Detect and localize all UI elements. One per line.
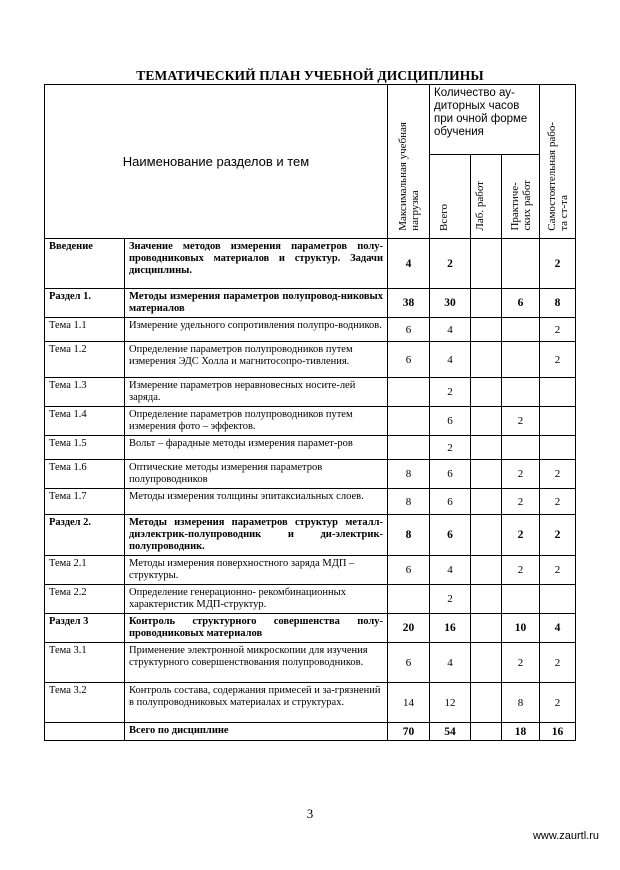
row-self-work: 8 <box>540 289 576 318</box>
row-max-load: 6 <box>388 556 430 585</box>
row-total: 6 <box>430 407 471 436</box>
row-total: 6 <box>430 515 471 556</box>
row-practical: 2 <box>502 556 540 585</box>
row-lab <box>471 239 502 289</box>
row-max-load: 8 <box>388 489 430 515</box>
row-code: Введение <box>45 239 125 289</box>
header-self-work: Самостоятельная рабо- та ст-та <box>540 85 576 239</box>
row-lab <box>471 489 502 515</box>
header-auditory-hours: Количество ау- диторных часов при очной форме обучения <box>430 85 540 155</box>
row-total: 30 <box>430 289 471 318</box>
row-lab <box>471 436 502 460</box>
table-row <box>45 460 576 489</box>
row-code: Тема 1.6 <box>45 460 125 489</box>
row-self-work <box>540 436 576 460</box>
row-practical: 2 <box>502 407 540 436</box>
row-code: Тема 2.1 <box>45 556 125 585</box>
row-self-work: 2 <box>540 239 576 289</box>
row-practical: 8 <box>502 683 540 723</box>
row-total: 4 <box>430 556 471 585</box>
row-code: Тема 2.2 <box>45 585 125 614</box>
row-self-work: 2 <box>540 460 576 489</box>
row-code: Тема 3.2 <box>45 683 125 723</box>
row-description: Методы измерения поверхностного заряда МДП – структуры. <box>125 556 388 585</box>
row-description: Методы измерения толщины эпитаксиальных слоев. <box>125 489 388 515</box>
row-total: 2 <box>430 585 471 614</box>
row-self-work: 2 <box>540 556 576 585</box>
row-total: 2 <box>430 436 471 460</box>
header-max-load: Максимальная учебная нагрузка <box>388 85 430 239</box>
row-description: Значение методов измерения параметров полу-проводниковых материалов и структур. Задачи дисциплины. <box>125 239 388 289</box>
row-description: Применение электронной микроскопии для изучения структурного совершенствования полупроводников. <box>125 643 388 683</box>
table-row <box>45 239 576 289</box>
site-url: www.zaurtl.ru <box>532 830 599 842</box>
row-description: Контроль состава, содержания примесей и за-грязнений в полупроводниковых материалах и структурах. <box>125 683 388 723</box>
row-code: Тема 1.1 <box>45 318 125 342</box>
row-practical: 2 <box>502 489 540 515</box>
row-max-load: 70 <box>388 723 430 741</box>
header-name: Наименование разделов и тем <box>45 85 388 239</box>
row-description: Определение генерационно- рекомбинационных характеристик МДП-структур. <box>125 585 388 614</box>
header-practical: Практиче- ских работ <box>502 155 540 239</box>
row-lab <box>471 614 502 643</box>
row-self-work: 2 <box>540 643 576 683</box>
row-total: 2 <box>430 378 471 407</box>
row-max-load <box>388 436 430 460</box>
row-practical: 6 <box>502 289 540 318</box>
row-self-work: 2 <box>540 515 576 556</box>
row-total: 6 <box>430 460 471 489</box>
header-total: Всего <box>430 155 471 239</box>
row-max-load: 4 <box>388 239 430 289</box>
row-description: Всего по дисциплине <box>125 723 388 741</box>
row-lab <box>471 318 502 342</box>
row-code: Тема 1.7 <box>45 489 125 515</box>
row-code: Раздел 1. <box>45 289 125 318</box>
row-total: 54 <box>430 723 471 741</box>
row-description: Методы измерения параметров структур металл- диэлектрик-полупроводник и ди-электрик-полупроводник. <box>125 515 388 556</box>
table-row <box>45 318 576 342</box>
row-total: 16 <box>430 614 471 643</box>
row-code: Тема 1.4 <box>45 407 125 436</box>
row-practical <box>502 436 540 460</box>
row-lab <box>471 585 502 614</box>
row-self-work: 4 <box>540 614 576 643</box>
row-max-load <box>388 378 430 407</box>
row-practical <box>502 342 540 378</box>
row-description: Контроль структурного совершенства полу-проводниковых материалов <box>125 614 388 643</box>
row-practical <box>502 378 540 407</box>
table-body <box>45 239 576 741</box>
header-lab: Лаб. работ <box>471 155 502 239</box>
row-total: 12 <box>430 683 471 723</box>
row-practical: 2 <box>502 460 540 489</box>
row-lab <box>471 683 502 723</box>
row-practical: 18 <box>502 723 540 741</box>
row-max-load: 38 <box>388 289 430 318</box>
row-lab <box>471 723 502 741</box>
table-row <box>45 407 576 436</box>
table-row <box>45 342 576 378</box>
table-row <box>45 489 576 515</box>
table-row <box>45 289 576 318</box>
table-row <box>45 683 576 723</box>
row-lab <box>471 289 502 318</box>
row-max-load: 20 <box>388 614 430 643</box>
row-max-load <box>388 407 430 436</box>
row-practical: 2 <box>502 515 540 556</box>
row-lab <box>471 407 502 436</box>
table-row <box>45 436 576 460</box>
row-total: 4 <box>430 643 471 683</box>
row-code: Тема 1.2 <box>45 342 125 378</box>
row-practical <box>502 585 540 614</box>
row-self-work: 16 <box>540 723 576 741</box>
row-lab <box>471 556 502 585</box>
row-practical <box>502 318 540 342</box>
row-max-load: 6 <box>388 342 430 378</box>
row-description: Определение параметров полупроводников путем измерения фото – эффектов. <box>125 407 388 436</box>
table-row <box>45 378 576 407</box>
row-description: Определение параметров полупроводников путем измерения ЭДС Холла и магнитосопро-тивления. <box>125 342 388 378</box>
table-row <box>45 515 576 556</box>
row-lab <box>471 515 502 556</box>
row-total: 4 <box>430 318 471 342</box>
row-lab <box>471 460 502 489</box>
row-lab <box>471 342 502 378</box>
row-lab <box>471 643 502 683</box>
row-description: Измерение удельного сопротивления полупро-водников. <box>125 318 388 342</box>
table-row <box>45 723 576 741</box>
row-self-work <box>540 585 576 614</box>
thematic-plan-table <box>44 84 576 741</box>
row-description: Измерение параметров неравновесных носите-лей заряда. <box>125 378 388 407</box>
row-max-load: 8 <box>388 515 430 556</box>
row-max-load: 6 <box>388 643 430 683</box>
row-description: Оптические методы измерения параметров полупроводников <box>125 460 388 489</box>
row-code <box>45 723 125 741</box>
row-code: Тема 1.3 <box>45 378 125 407</box>
row-max-load: 8 <box>388 460 430 489</box>
row-practical <box>502 239 540 289</box>
row-code: Тема 1.5 <box>45 436 125 460</box>
row-self-work: 2 <box>540 683 576 723</box>
row-self-work: 2 <box>540 342 576 378</box>
row-practical: 2 <box>502 643 540 683</box>
row-practical: 10 <box>502 614 540 643</box>
row-self-work: 2 <box>540 489 576 515</box>
row-self-work <box>540 378 576 407</box>
page-number: 3 <box>306 806 314 821</box>
row-code: Раздел 2. <box>45 515 125 556</box>
row-lab <box>471 378 502 407</box>
table-row <box>45 614 576 643</box>
row-code: Тема 3.1 <box>45 643 125 683</box>
row-max-load: 14 <box>388 683 430 723</box>
row-code: Раздел 3 <box>45 614 125 643</box>
table-row <box>45 585 576 614</box>
row-max-load: 6 <box>388 318 430 342</box>
row-max-load <box>388 585 430 614</box>
row-self-work <box>540 407 576 436</box>
table-row <box>45 556 576 585</box>
row-description: Вольт – фарадные методы измерения парамет-ров <box>125 436 388 460</box>
row-total: 4 <box>430 342 471 378</box>
row-description: Методы измерения параметров полупровод-никовых материалов <box>125 289 388 318</box>
page-title: ТЕМАТИЧЕСКИЙ ПЛАН УЧЕБНОЙ ДИСЦИПЛИНЫ <box>136 68 484 83</box>
row-total: 6 <box>430 489 471 515</box>
table-row <box>45 643 576 683</box>
row-total: 2 <box>430 239 471 289</box>
row-self-work: 2 <box>540 318 576 342</box>
